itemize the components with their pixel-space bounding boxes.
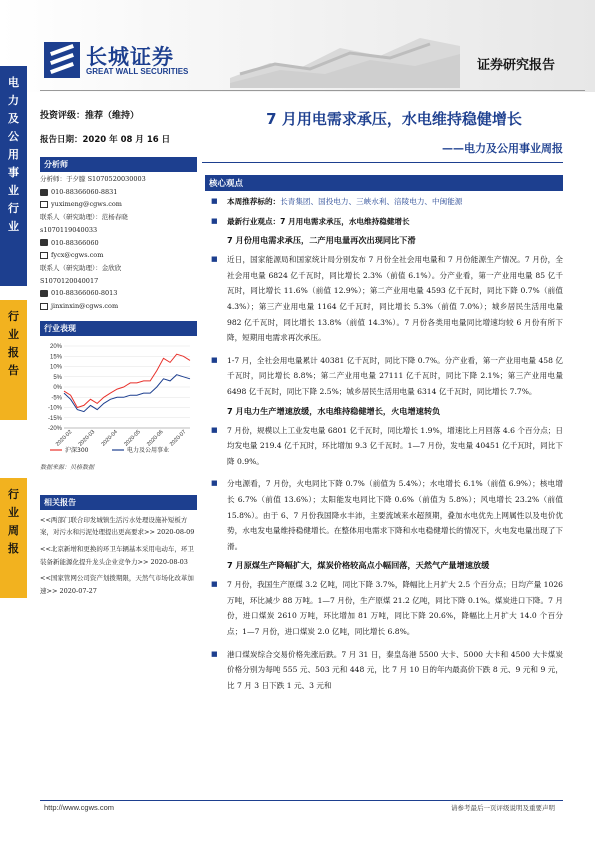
report-date: 报告日期：2020 年 08 月 16 日 <box>40 135 171 145</box>
x-tick-label: 2020-03 <box>77 428 97 448</box>
bullet-square-icon: ■ <box>211 197 218 205</box>
sidetab-char: 报 <box>8 346 19 359</box>
sidetab-char: 公 <box>8 130 19 143</box>
paragraph-text: 7 月份，规模以上工业发电量 6801 亿千瓦时，同比增长 1.9%，增速比上月回落 4.6 个百分点；日均发电量 219.4 亿千瓦时，环比增加 9.3 亿千瓦时。1—7 月份，发电量 40451 亿千瓦时，同比下降 0.9%。 <box>227 425 563 466</box>
header-divider <box>40 90 585 91</box>
bullet-square-icon: ■ <box>211 216 218 225</box>
y-tick-label: -20% <box>47 425 62 432</box>
main-column <box>205 108 563 693</box>
sidetab-char: 报 <box>8 542 19 555</box>
sidetab-char: 及 <box>8 112 19 125</box>
analyst-line-text: s1070119040033 <box>40 225 98 234</box>
sidetab-report <box>0 300 27 420</box>
phone-icon <box>40 189 48 196</box>
chart-section-title: 行业表现 <box>40 321 197 336</box>
analyst-line <box>40 186 197 199</box>
phone-icon <box>40 239 48 246</box>
chart-svg <box>40 340 197 458</box>
bullet-square-icon: ■ <box>211 649 218 658</box>
sidetab-char: 业 <box>8 506 19 519</box>
x-tick-label: 2020-04 <box>100 428 120 448</box>
mail-icon <box>40 252 48 259</box>
analyst-line <box>40 275 197 288</box>
chart-source: 数据来源：贝格数据 <box>40 463 95 471</box>
analyst-line <box>40 173 197 186</box>
sidetab-char: 告 <box>8 364 19 377</box>
report-subtitle: ——电力及公用事业周报 <box>442 142 563 155</box>
paragraph-1 <box>205 252 563 346</box>
report-title: 7 月用电需求承压，水电维持稳健增长 <box>266 110 522 128</box>
analyst-line <box>40 300 197 313</box>
new-viewpoint-item <box>205 214 563 230</box>
great-wall-illustration <box>230 8 460 88</box>
bullet-square-icon: ■ <box>211 255 218 264</box>
analyst-line-text: 010-88366060-8831 <box>51 187 118 196</box>
analyst-line-text: 联系人（研究助理）：金欣欣 <box>40 263 122 272</box>
analyst-line-text: S1070120040017 <box>40 276 99 285</box>
y-tick-label: -15% <box>47 415 62 422</box>
x-tick-label: 2020-06 <box>146 428 165 448</box>
paragraph-2 <box>205 353 563 400</box>
legend-label: 电力及公用事业 <box>127 446 170 454</box>
sidetab-char: 电 <box>8 76 19 89</box>
analyst-line-text[interactable]: fycx@cgws.com <box>51 251 104 260</box>
section-heading-1: 7 月份用电需求承压，二产用电量再次出现同比下滑 <box>227 235 416 246</box>
sidetab-char: 业 <box>8 220 19 233</box>
y-tick-label: 5% <box>53 374 62 381</box>
sidetab-industry <box>0 66 27 286</box>
x-tick-label: 2020-05 <box>123 428 142 448</box>
section-heading-2: 7 月电力生产增速放缓，水电维持稳健增长，火电增速转负 <box>227 405 441 416</box>
legend-label: 沪深300 <box>65 446 89 454</box>
left-column <box>40 108 197 597</box>
x-tick-label: 2020-07 <box>168 428 188 448</box>
recommendation-item <box>205 194 563 210</box>
bullet-square-icon: ■ <box>211 580 218 589</box>
analyst-line-text: 010-88366060 <box>51 238 99 247</box>
y-tick-label: 10% <box>49 364 62 371</box>
analyst-line <box>40 249 197 262</box>
analyst-line <box>40 237 197 250</box>
paragraph-4 <box>205 476 563 554</box>
paragraph-6 <box>205 647 563 694</box>
footer-disclaimer-note: 请参考最后一页评级说明及重要声明 <box>451 804 555 812</box>
y-tick-label: -10% <box>47 405 62 412</box>
core-view-title: 核心观点 <box>205 175 563 191</box>
mail-icon <box>40 201 48 208</box>
sidetab-char: 行 <box>8 310 19 323</box>
sidetab-char: 业 <box>8 184 19 197</box>
related-section-title: 相关报告 <box>40 495 197 510</box>
sidetab-char: 事 <box>8 166 19 179</box>
analyst-line <box>40 198 197 211</box>
footer-divider <box>40 800 563 801</box>
analyst-section-title: 分析师 <box>40 157 197 172</box>
analyst-line-text[interactable]: yuximeng@cgws.com <box>51 200 122 209</box>
paragraph-3 <box>205 423 563 470</box>
paragraph-text: 7 月份，我国生产原煤 3.2 亿吨，同比下降 3.7%，降幅比上月扩大 2.5 个百分点；日均产量 1026 万吨，环比减少 88 万吨。1—7 月份，生产原煤 21.2 亿吨，同比下降 0.1%。煤炭进口下降。7 月份，进口煤炭 2610 万吨，环比增加 81 万吨，同比下降 20.6%，降幅比上月扩大 14.0 个百分点；1—7 月份，进口煤炭 2.0 亿吨，同比增长 6.8%。 <box>227 580 563 637</box>
analyst-line-text[interactable]: jinxinxin@cgws.com <box>51 302 119 311</box>
subtitle-underline <box>202 162 563 163</box>
y-tick-label: 0% <box>53 384 62 391</box>
sidetab-char: 业 <box>8 328 19 341</box>
brand-name-english: GREAT WALL SECURITIES <box>86 67 189 76</box>
sidetab-char: 行 <box>8 488 19 501</box>
related-reports <box>40 514 197 598</box>
investment-rating: 投资评级：推荐（维持） <box>40 111 140 121</box>
y-tick-label: 20% <box>49 343 62 350</box>
brand-name: 长城证券 <box>86 45 174 69</box>
bullet-square-icon: ■ <box>211 425 218 434</box>
new-viewpoint-text: 最新行业观点：7 月用电需求承压，水电维持稳健增长 <box>227 216 410 226</box>
analyst-line <box>40 287 197 300</box>
recommendation-label: 本周推荐标的： <box>227 197 281 206</box>
sidetab-char: 周 <box>8 524 19 537</box>
page-header <box>0 0 595 92</box>
recommendation-stocks: 长青集团、国投电力、三峡水利、涪陵电力、中闽能源 <box>280 197 463 206</box>
report-type-label: 证券研究报告 <box>476 58 555 73</box>
industry-performance-chart <box>40 340 197 460</box>
paragraph-text: 1-7 月，全社会用电量累计 40381 亿千瓦时，同比下降 0.7%。分产业看，第一产业用电量 458 亿千瓦时，同比增长 8.8%；第二产业用电量 27111 亿千瓦时，同比下降 2.1%；第三产业用电量 6498 亿千瓦时，同比下降 2.5%；城乡居民生活用电量 6314 亿千瓦时，同比增长 7.7%。 <box>227 355 563 396</box>
analyst-line <box>40 262 197 275</box>
bullet-square-icon: ■ <box>211 355 218 364</box>
series-line-csi300 <box>64 354 190 407</box>
paragraph-text: 分电源看，7 月份，火电同比下降 0.7%（前值为 5.4%）；水电增长 6.1%（前值 6.9%）；核电增长 6.7%（前值 13.6%）；太阳能发电同比下降 0.6%（前值为 5.8%）；风电增长 23.2%（前值 15.8%）。由于 6、7 月份我国降水丰沛，主要流域来水超预期，叠加水电优先上网属性以及电价优势，水电发电量维持稳健增长。在整体用电需求下降和水电稳健增长的情况下，火电发电量出现了下滑。 <box>227 479 563 551</box>
sidetab-weekly <box>0 478 27 598</box>
related-report-link[interactable]: <<两部门联合印发城镇生活污水处理设施补短板方案，对污水和污泥处理提出更高要求>> 2020-08-09 <box>40 515 195 537</box>
paragraph-5 <box>205 577 563 639</box>
paragraph-text: 港口煤炭综合交易价格先涨后跌。7 月 31 日，秦皇岛港 5500 大卡、5000 大卡和 4500 大卡煤炭价格分别为每吨 555 元、503 元和 448 元，比 7 月 10 日的年内最高价下跌 8 元、9 元和 9 元，比 7 月 3 日下跌 1 元、3 元和 <box>227 649 563 690</box>
analyst-line-text: 010-88366060-8013 <box>51 289 118 298</box>
paragraph-text: 近日，国家能源局和国家统计局分别发布 7 月份全社会用电量和 7 月份能源生产情况。7 月份，全社会用电量 6824 亿千瓦时，同比增长 2.3%（前值 6.1%）。分产业看，第一产业用电量 85 亿千瓦时，同比增长 11.6%（前值 12.9%）；第二产业用电量 4593 亿千瓦时，同比下降 0.7%（前值 4.3%）；第三产业用电量 1164 亿千瓦时，同比增长 5.3%（前值 7.0%）；城乡居民生活用电量 982 亿千瓦时，同比增长 13.8%（前值 14.3%）。7 月份各类用电量同比增速均较 6 月份有所下降，短期用电需求再次承压。 <box>227 255 563 343</box>
analyst-line-text: 联系人（研究助理）：范杨春晓 <box>40 213 128 222</box>
analyst-line-text: 分析师：于夕朦 S1070520030003 <box>40 175 146 183</box>
sidetab-char: 用 <box>8 148 19 161</box>
y-tick-label: -5% <box>51 394 62 401</box>
footer-website-link[interactable]: http://www.cgws.com <box>44 803 115 812</box>
analyst-list <box>40 173 197 313</box>
section-heading-3: 7 月原煤生产降幅扩大，煤炭价格较高点小幅回落，天然气产量增速放缓 <box>227 560 490 571</box>
mail-icon <box>40 303 48 310</box>
great-wall-logo-icon <box>44 42 80 78</box>
related-report-link[interactable]: <<国家管网公司资产划拨期限，天然气市场化改革加速>> 2020-07-27 <box>40 574 194 595</box>
x-tick-label: 2020-02 <box>54 428 74 448</box>
sidetab-char: 行 <box>8 202 19 215</box>
bullet-square-icon: ■ <box>211 479 218 488</box>
phone-icon <box>40 290 48 297</box>
y-tick-label: 15% <box>49 353 62 360</box>
related-report-link[interactable]: <<北京新增和更换的环卫车辆基本采用电动车，环卫装备新能源化提升龙头企业竞争力>> 2020-08-03 <box>40 544 194 566</box>
analyst-line <box>40 224 197 237</box>
analyst-line <box>40 211 197 224</box>
sidetab-char: 力 <box>8 94 19 107</box>
